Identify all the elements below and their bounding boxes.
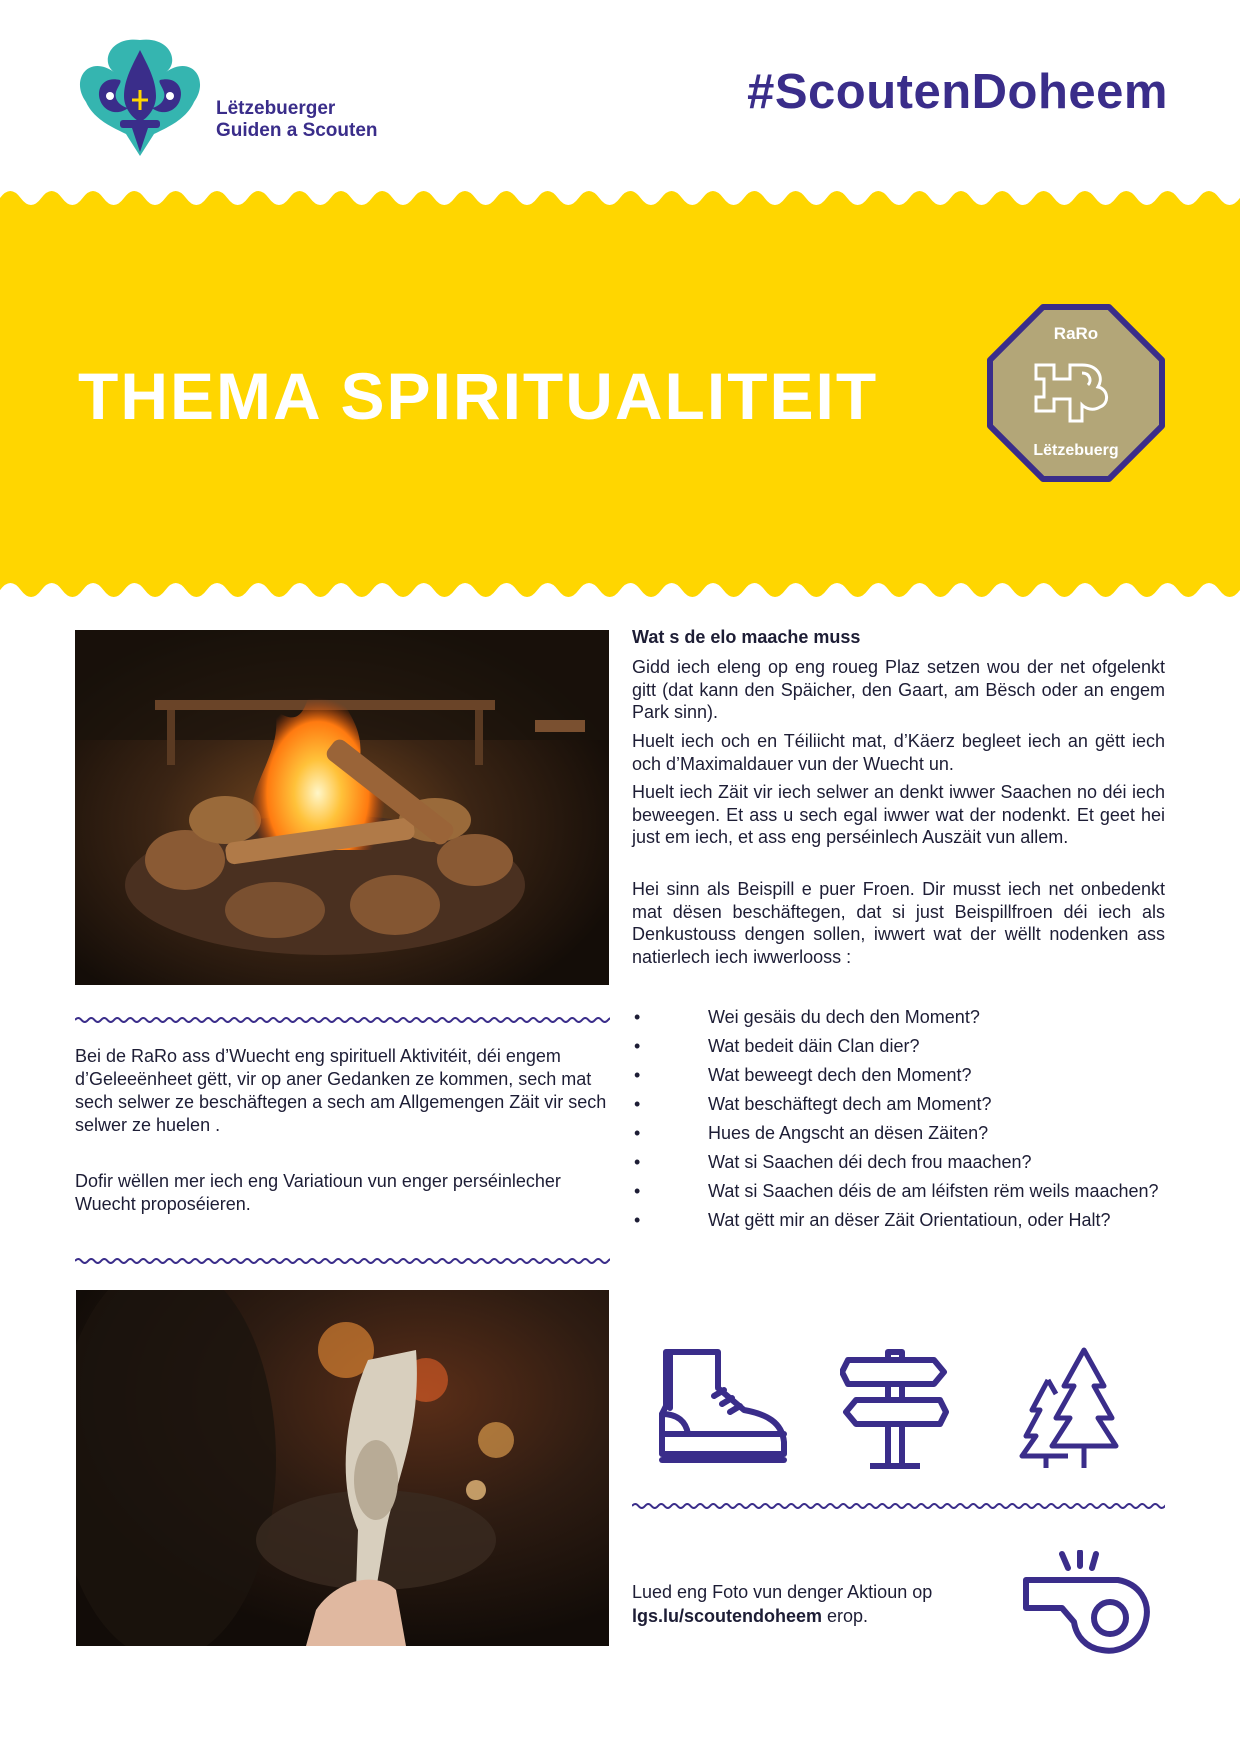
instructions-heading: Wat s de elo maache muss [632, 627, 861, 647]
intro-paragraph: Bei de RaRo ass d’Wuecht eng spirituell Aktivitéit, déi engem d’Geleeënheet gëtt, vir op aner Gedanken ze kommen, sech mat sech selwer ze beschäftegen a sech am Allgemengen Zäit vir sech selwer ze huelen . [75, 1046, 607, 1135]
campfire-photo [75, 630, 609, 985]
wooden-spoon-photo [76, 1290, 609, 1646]
fleur-de-lis-logo-icon [74, 36, 206, 160]
list-item: • Wat beschäftegt dech am Moment? [632, 1090, 1172, 1119]
list-item: • Wat si Saachen déis de am léifsten rëm weils maachen? [632, 1177, 1172, 1206]
org-name-line1: Lëtzebuerger [216, 98, 336, 119]
page-title: THEMA SPIRITUALITEIT [78, 359, 879, 433]
org-name-line2: Guiden a Scouten [216, 120, 378, 141]
list-item: • Wat si Saachen déi dech frou maachen? [632, 1148, 1172, 1177]
list-item: • Wat beweegt dech den Moment? [632, 1061, 1172, 1090]
bullet-point: • [634, 1094, 641, 1114]
list-item: • Hues de Angscht an dësen Zäiten? [632, 1119, 1172, 1148]
wavy-divider [75, 1013, 610, 1027]
instruction-paragraph: Hei sinn als Beispill e puer Froen. Dir musst iech net onbedenkt mat dësen beschäftegen, dat si just Beispillfroen déi iech als Denkustouss dengen sollen, iwwert wat der wëllt nodenken ass natierlech iech iwwerlooss : [632, 879, 1165, 967]
bullet-point: • [634, 1152, 641, 1172]
whistle-icon [1022, 1550, 1154, 1658]
bullet-point: • [634, 1007, 641, 1027]
instruction-paragraph: Gidd iech eleng op eng roueg Plaz setzen wou der net ofgelenkt gitt (dat kann den Späicher, den Gaart, am Bësch oder an engem Park sinn). [632, 657, 1165, 722]
list-item: • Wat gëtt mir an dëser Zäit Orientatioun, oder Halt? [632, 1206, 1172, 1235]
bullet-point: • [634, 1210, 641, 1230]
website-link[interactable]: lgs.lu/scoutendoheem [632, 1606, 823, 1626]
bullet-point: • [634, 1036, 641, 1056]
organization-name [216, 98, 378, 142]
photo-upload-note: Lued eng Foto vun denger Aktioun op lgs.lu/scoutendoheem erop. [632, 1582, 933, 1626]
signpost-icon [840, 1348, 950, 1470]
wavy-divider [632, 1499, 1165, 1513]
pine-trees-icon [1018, 1346, 1130, 1470]
reflection-questions-list [632, 1003, 1172, 1235]
boot-icon [656, 1348, 792, 1470]
list-item: • Wei gesäis du dech den Moment? [632, 1003, 1172, 1032]
list-item: • Wat bedeit däin Clan dier? [632, 1032, 1172, 1061]
instruction-paragraph: Huelt iech Zäit vir iech selwer an denkt iwwer Saachen no déi iech beweegen. Et ass u sech egal iwwer wat der nodenkt. Et geet hei just em iech, et ass eng perséinlech Auszäit vun allem. [632, 782, 1165, 847]
badge-bottom-label: Lëtzebuerg [1033, 442, 1119, 459]
badge-top-label: RaRo [1053, 324, 1099, 343]
wavy-divider [75, 1254, 610, 1268]
hashtag-title: #ScoutenDoheem [747, 65, 1168, 119]
raro-badge [986, 303, 1166, 483]
bullet-point: • [634, 1123, 641, 1143]
instruction-paragraph: Huelt iech och en Téiliicht mat, d’Käerz begleet iech an gëtt iech och d’Maximaldauer vun der Wuecht un. [632, 731, 1165, 774]
offer-paragraph: Dofir wëllen mer iech eng Variatioun vun enger perséinlecher Wuecht proposéieren. [75, 1171, 561, 1214]
bullet-point: • [634, 1065, 641, 1085]
bullet-point: • [634, 1181, 641, 1201]
